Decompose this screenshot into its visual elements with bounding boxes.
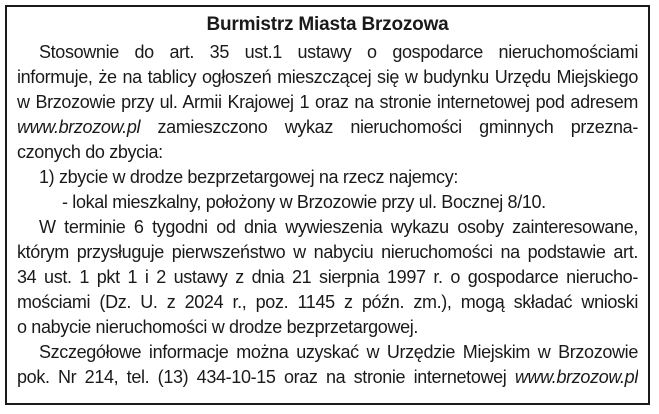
paragraph1-line3: w Brzozowie przy ul. Armii Krajowej 1 oraz na stronie internetowej pod adresem xyxy=(17,92,638,112)
paragraph3-line2 xyxy=(17,365,638,390)
list-item-1: 1) zbycie w drodze bezprzetargowej na rzecz najemcy: xyxy=(39,167,458,187)
paragraph2-line1: W terminie 6 tygodni od dnia wywieszenia wykazu osoby zainteresowane, xyxy=(39,217,638,237)
list-subitem-1: - lokal mieszkalny, położony w Brzozowie przy ul. Bocznej 8/10. xyxy=(62,192,546,212)
paragraph1-line1: Stosownie do art. 35 ust.1 ustawy o gospodarce nieruchomościami xyxy=(39,42,638,62)
paragraph1-line4 xyxy=(17,115,638,140)
paragraph2-line2: którym przysługuje pierwszeństwo w nabyciu nieruchomości na podstawie art. xyxy=(17,242,638,262)
website-link[interactable]: www.brzozow.pl xyxy=(17,117,141,137)
website-link-footer[interactable]: www.brzozow.pl xyxy=(514,367,638,387)
paragraph2-line3: 34 ust. 1 pkt 1 i 2 ustawy z dnia 21 sierpnia 1997 r. o gospodarce nierucho- xyxy=(17,267,638,287)
notice-title: Burmistrz Miasta Brzozowa xyxy=(206,14,449,35)
paragraph1-line4-text: zamieszczono wykaz nieruchomości gminnych przezna- xyxy=(140,117,638,137)
paragraph2-line5: o nabycie nieruchomości w drodze bezprzetargowej. xyxy=(17,317,419,337)
paragraph3-line1: Szczegółowe informacje można uzyskać w Urzędzie Miejskim w Brzozowie xyxy=(39,342,638,362)
paragraph3-line2-text: pok. Nr 214, tel. (13) 434-10-15 oraz na stronie internetowej xyxy=(17,367,515,387)
paragraph1-line5: czonych do zbycia: xyxy=(17,142,163,162)
paragraph1-line2: informuje, że na tablicy ogłoszeń mieszczącej się w budynku Urzędu Miejskiego xyxy=(17,67,638,87)
paragraph2-line4: mościami (Dz. U. z 2024 r., poz. 1145 z późn. zm.), mogą składać wnioski xyxy=(17,292,638,312)
notice-body xyxy=(17,40,638,390)
public-notice-box xyxy=(5,5,650,405)
